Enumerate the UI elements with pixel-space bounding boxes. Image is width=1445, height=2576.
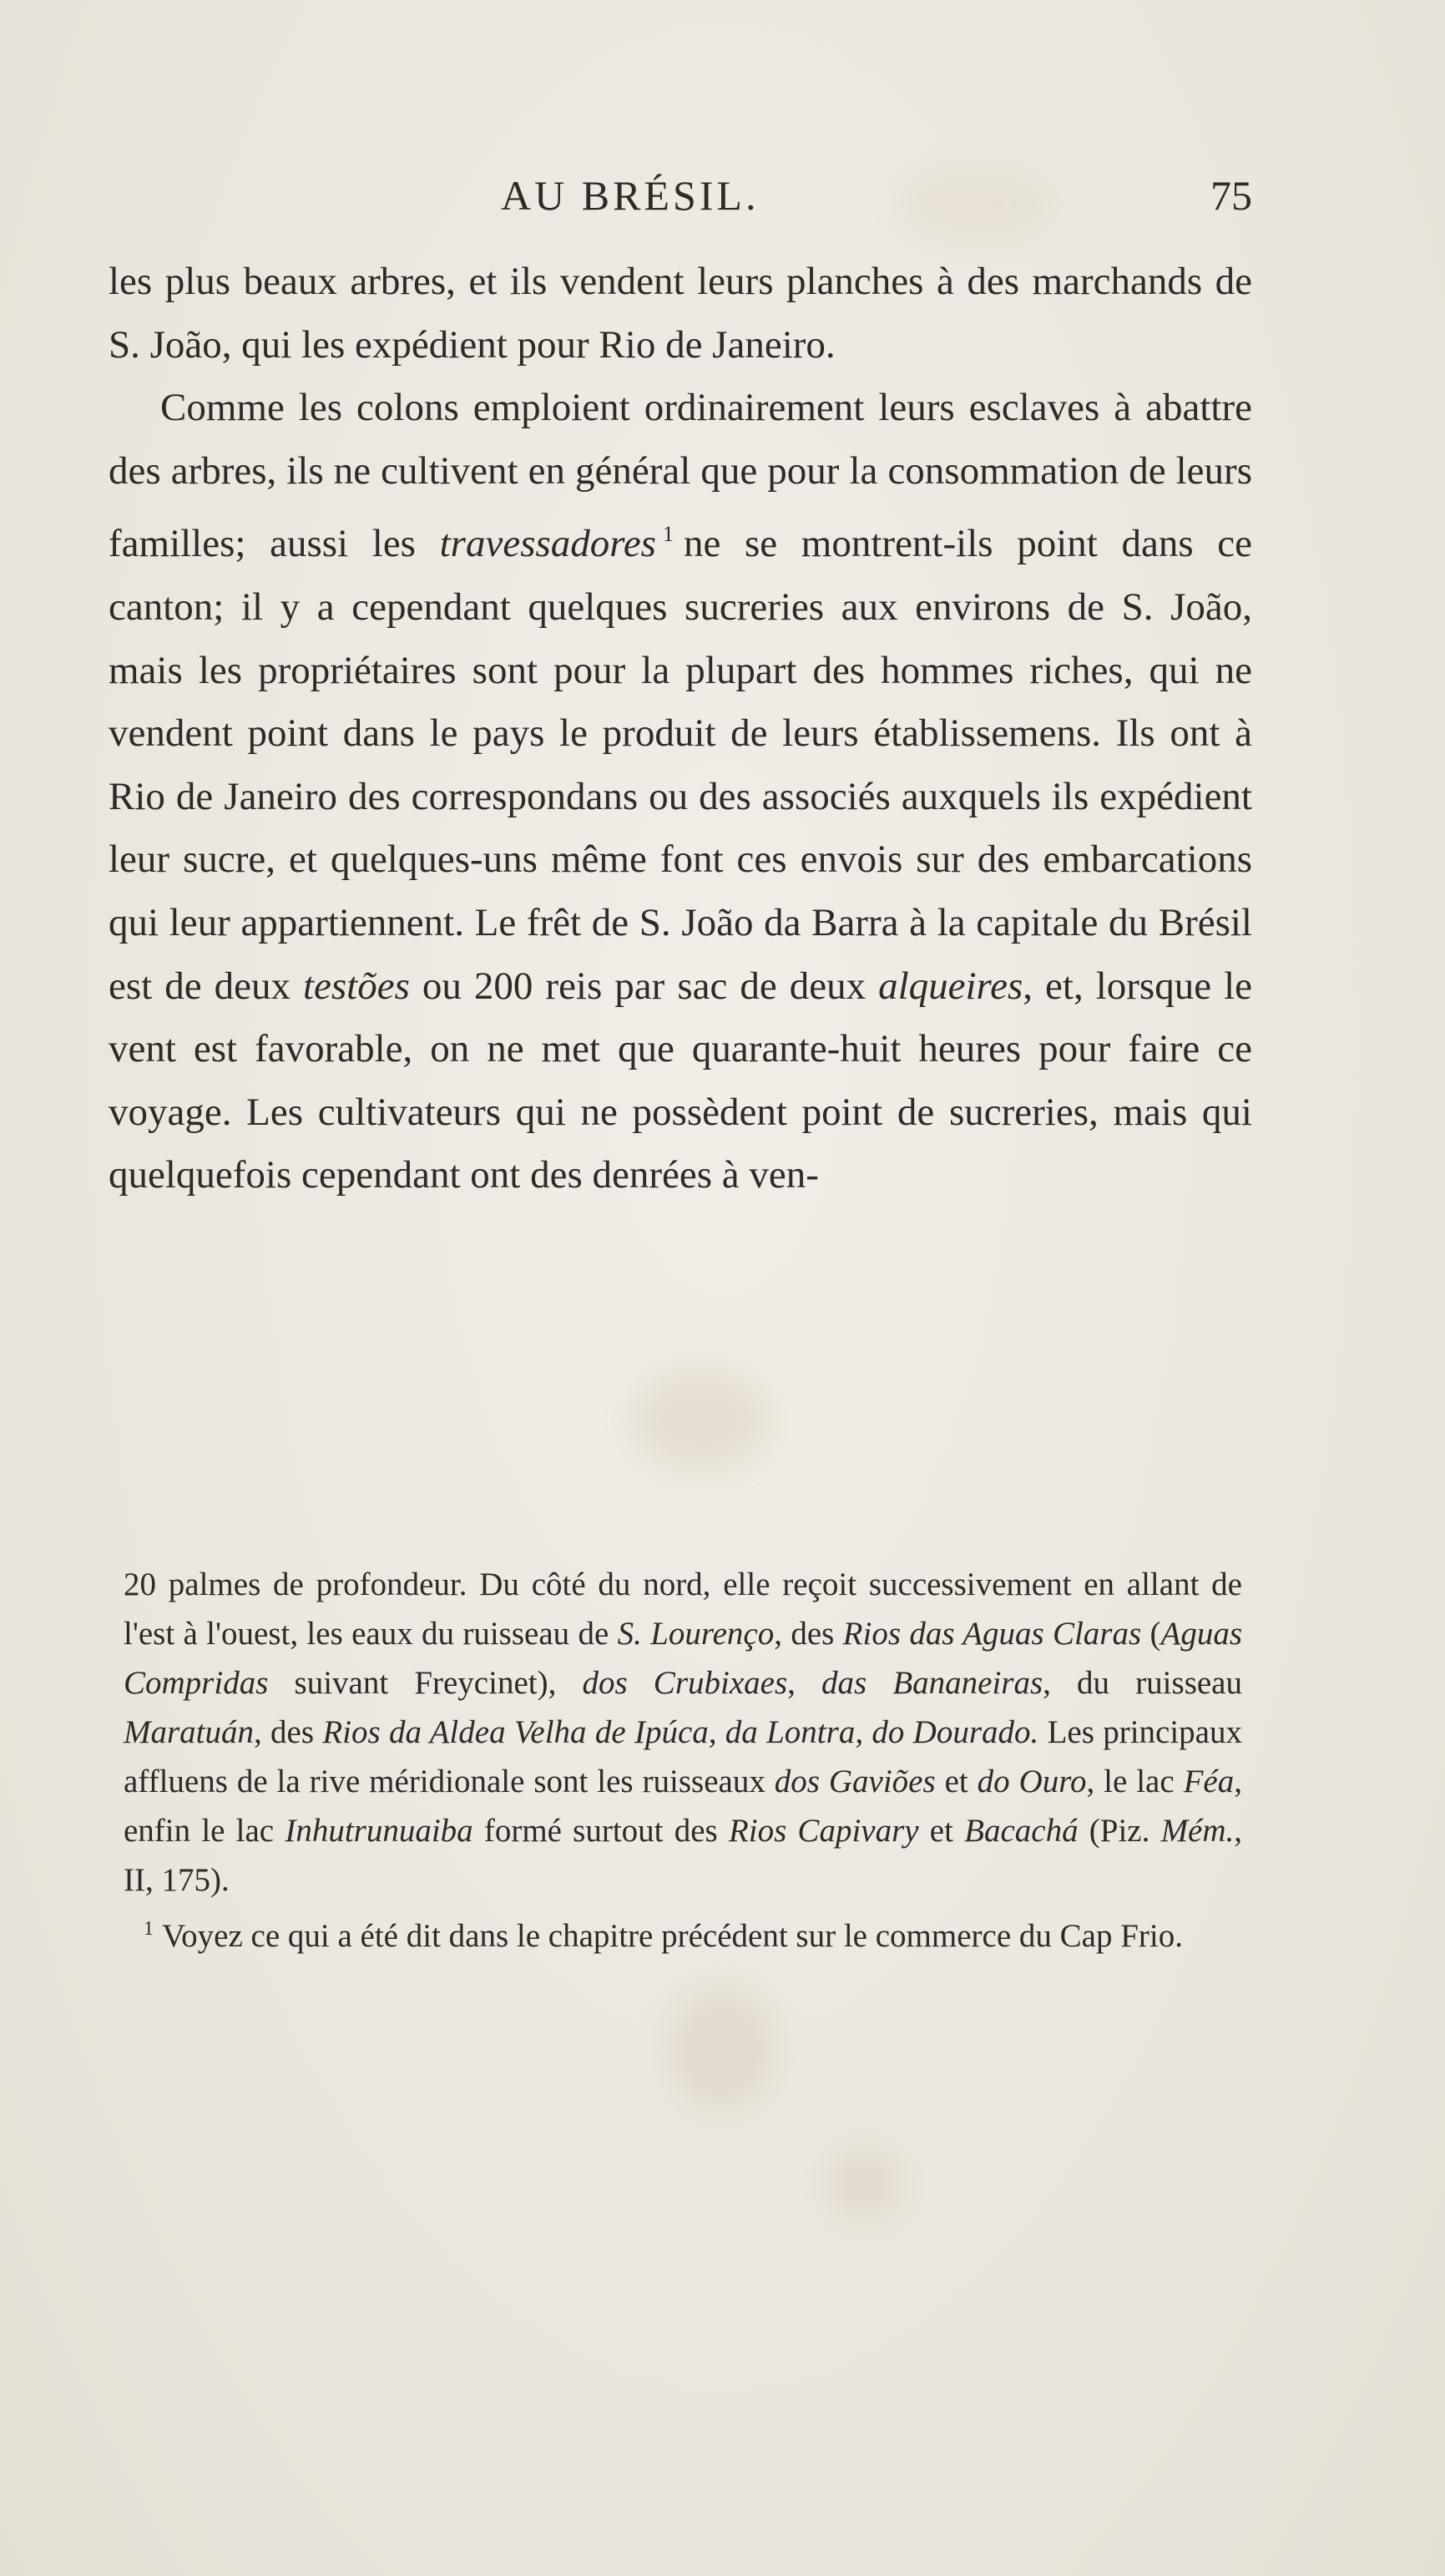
footnote-text: suivant Freycinet), [268, 1665, 583, 1701]
footnote-italic: Inhutrunuaiba [285, 1813, 473, 1849]
footnote-text: 20 palmes de profondeur. Du côté du nord, elle reçoit successivement en allant de l'est à l'ouest, les eaux du ruisseau de [124, 1566, 1242, 1652]
footnote-text: , enfin le lac [124, 1764, 1242, 1849]
footnote-italic: do Ouro [977, 1764, 1087, 1799]
footnote-text: Les principaux affluens de la rive méridionale sont les ruisseaux [124, 1714, 1242, 1799]
running-head: AU BRÉSIL. [501, 172, 760, 219]
text-segment: les plus beaux arbres, et ils vendent leurs planches à des marchands de S. João, qui les expédient pour Rio de Janeiro. [109, 260, 1252, 367]
paper-stain [634, 1369, 768, 1470]
footnote-text: et [935, 1764, 978, 1799]
footnotes [124, 1560, 1242, 1961]
paper-stain [668, 1987, 776, 2113]
footnote-text: ( [1141, 1616, 1161, 1652]
footnote-text: et [918, 1813, 965, 1849]
footnote-italic: Aguas Compridas [124, 1616, 1242, 1701]
footnote-italic: Rios das Aguas Claras [842, 1616, 1142, 1652]
footnote-italic: S. Lourenço [617, 1616, 775, 1652]
italic-term: testões [302, 964, 410, 1008]
footnote-italic: das Bananeiras [821, 1665, 1043, 1701]
footnote-1 [124, 1905, 1242, 1961]
footnote-italic: Rios da Aldea Velha de Ipúca, da Lontra, do Dourado. [322, 1714, 1039, 1750]
text-segment: ne se montrent-ils point dans ce canton; il y a cependant quelques sucreries aux environs de S. João, mais les propriétaires sont pour la plupart des hommes riches, qui ne vendent point dans le pays le produit de leurs établissemens. Ils ont à Rio de Janeiro des correspondans ou des associés auxquels ils expédient leur sucre, et quelques-uns même font ces envois sur des embarcations qui leur appartiennent. Le frêt de S. João da Barra à la capitale du Brésil est de deux [109, 522, 1252, 1008]
footnote-italic: Féa [1183, 1764, 1235, 1799]
footnote-italic: Mém. [1160, 1813, 1235, 1849]
main-text [109, 251, 1252, 1207]
page-header [109, 171, 1252, 230]
text-segment: ou 200 reis par sac de deux [409, 964, 879, 1008]
footnote-text: , le lac [1086, 1764, 1184, 1799]
footnote-text: (Piz. [1078, 1813, 1161, 1849]
footnote-text: , des [254, 1714, 323, 1750]
footnote-continuation [124, 1560, 1242, 1905]
footnote-italic: Bacachá [964, 1813, 1079, 1849]
footnote-text: Voyez ce qui a été dit dans le chapitre précédent sur le commerce du Cap Frio. [162, 1918, 1183, 1954]
page-number: 75 [1210, 172, 1252, 219]
footnote-text: formé surtout des [472, 1813, 729, 1849]
text-segment: Comme les colons emploient ordinairement leurs esclaves à abattre des arbres, ils ne cultivent en général que pour la consommation de leurs familles; aussi les [109, 386, 1252, 566]
footnote-reference: 1 [662, 522, 674, 547]
footnote-italic: Rios Capivary [728, 1813, 919, 1849]
footnote-italic: Maratuán [124, 1714, 254, 1750]
footnote-text: , des [774, 1616, 843, 1652]
footnote-text: , du ruisseau [1043, 1665, 1242, 1701]
text-segment: , et, lorsque le vent est favorable, on ne met que quarante-huit heures pour faire ce voyage. Les cultivateurs qui ne possèdent point de sucreries, mais qui quelquefois cependant ont des denrées à ven- [109, 964, 1252, 1197]
footnote-text: , [787, 1665, 822, 1701]
paper-stain [826, 2146, 902, 2221]
footnote-italic: dos Crubixaes [582, 1665, 788, 1701]
footnote-italic: dos Gaviões [774, 1764, 936, 1799]
italic-term: alqueires [878, 964, 1023, 1008]
footnote-text: , II, 175). [124, 1813, 1243, 1898]
italic-term: travessadores [439, 522, 656, 566]
footnote-marker: 1 [144, 1918, 154, 1940]
